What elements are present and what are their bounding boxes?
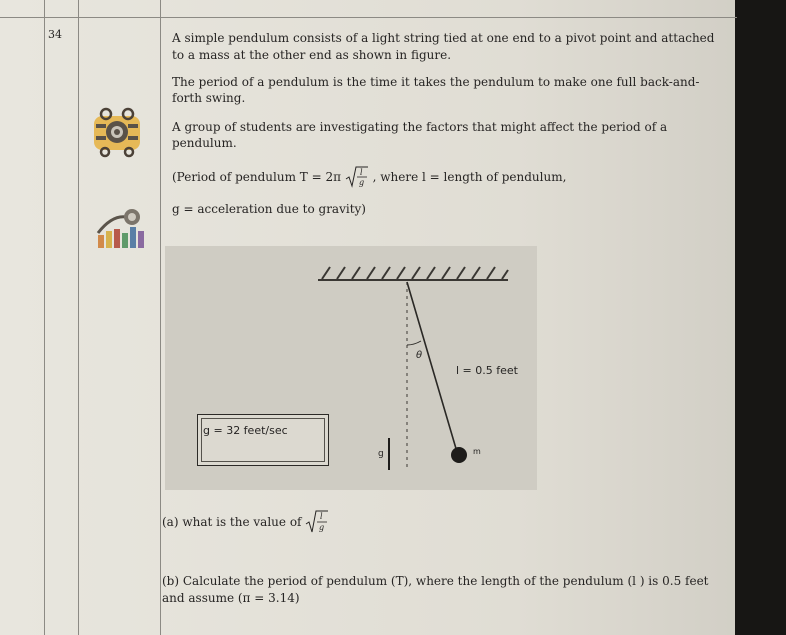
ceiling-hatching bbox=[322, 267, 508, 279]
length-label: l = 0.5 feet bbox=[456, 364, 518, 377]
part-b-line-1: (b) Calculate the period of pendulum (T), where the length of the pendulum (l ) is 0.5 feet bbox=[162, 574, 709, 588]
angle-arc bbox=[407, 341, 421, 345]
question-number: 34 bbox=[48, 28, 62, 41]
paragraph-3-line-2: pendulum. bbox=[172, 136, 237, 150]
dark-background bbox=[735, 0, 786, 635]
part-a-text: (a) what is the value of bbox=[162, 515, 302, 529]
paragraph-1-line-1: A simple pendulum consists of a light string tied at one end to a pivot point and attached bbox=[172, 31, 715, 45]
svg-text:l: l bbox=[320, 512, 323, 521]
angle-label: θ bbox=[416, 350, 423, 361]
paragraph-1-line-2: to a mass at the other end as shown in figure. bbox=[172, 48, 452, 62]
part-b-line-2: and assume (π = 3.14) bbox=[162, 591, 300, 605]
sqrt-l-over-g-symbol bbox=[305, 510, 329, 534]
pendulum-string bbox=[407, 282, 457, 452]
gravity-definition: g = acceleration due to gravity) bbox=[172, 202, 366, 216]
gravity-value-label: g = 32 feet/sec bbox=[203, 424, 288, 437]
gravity-arrow-label: g bbox=[378, 449, 384, 459]
svg-text:g: g bbox=[358, 178, 364, 187]
part-a-question bbox=[162, 510, 329, 534]
formula-suffix: , where l = length of pendulum, bbox=[372, 170, 567, 184]
pendulum-bob bbox=[451, 447, 467, 463]
mass-label: m bbox=[473, 447, 481, 456]
formula-prefix: (Period of pendulum T = 2π bbox=[172, 170, 341, 184]
paragraph-2-line-2: forth swing. bbox=[172, 91, 246, 105]
gravity-value-box bbox=[197, 414, 329, 466]
paragraph-2-line-1: The period of a pendulum is the time it takes the pendulum to make one full back-and- bbox=[172, 75, 700, 89]
svg-text:g: g bbox=[319, 523, 325, 532]
svg-text:l: l bbox=[359, 168, 363, 177]
paragraph-3-line-1: A group of students are investigating the factors that might affect the period of a bbox=[172, 120, 668, 134]
